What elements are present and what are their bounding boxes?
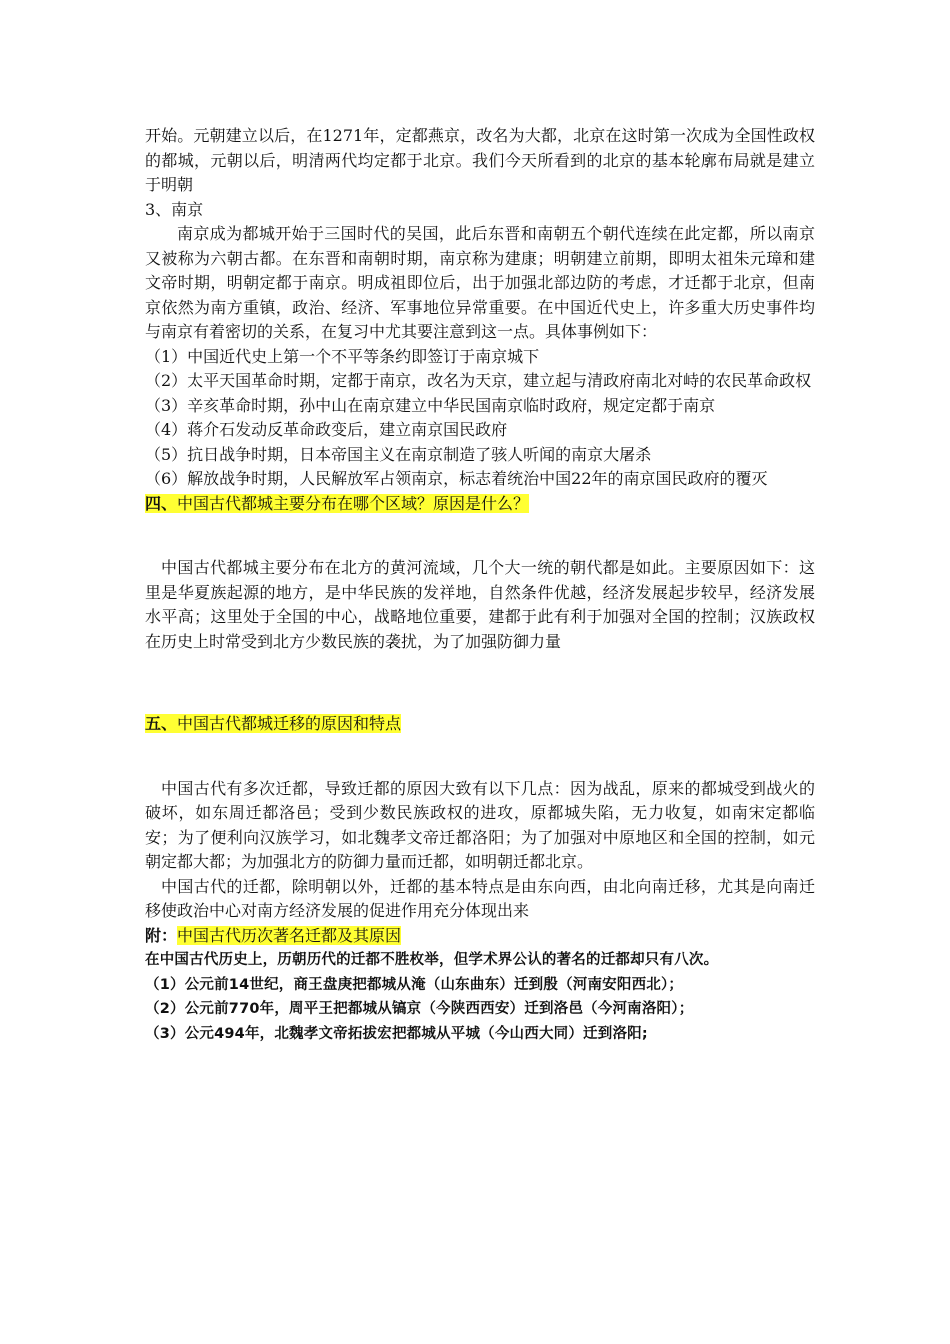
- spacer: [145, 516, 815, 556]
- document-page: [145, 124, 815, 1046]
- attachment-item: （3）公元494年，北魏孝文帝拓拔宏把都城从平城（今山西大同）迁到洛阳;: [145, 1025, 648, 1042]
- list-item: （2）太平天国革命时期，定都于南京，改名为天京，建立起与清政府南北对峙的农民革命政权: [145, 371, 812, 390]
- section-5-paragraph-1: 中国古代有多次迁都，导致迁都的原因大致有以下几点：因为战乱，原来的都城受到战火的破坏，如东周迁都洛邑；受到少数民族政权的进攻，原都城失陷，无力收复，如南宋定都临安；为了便利向汉族学习，如北魏孝文帝迁都洛阳；为了加强对中原地区和全国的控制，如元朝定都大都；为加强北方的防御力量而迁都，如明朝迁都北京。: [145, 778, 815, 871]
- attachment-label: 附：: [145, 925, 178, 945]
- attachment-title: 中国古代历次著名迁都及其原因: [177, 925, 402, 945]
- list-item: （5）抗日战争时期，日本帝国主义在南京制造了骇人听闻的南京大屠杀: [145, 444, 652, 464]
- list-item: （1）中国近代史上第一个不平等条约即签订于南京城下: [145, 346, 540, 366]
- intro-paragraph: 开始。元朝建立以后，在1271年，定都燕京，改名为大都，北京在这时第一次成为全国性政权的都城，元朝以后，明清两代均定都于北京。我们今天所看到的北京的基本轮廓布局就是建立于明朝: [145, 126, 815, 194]
- section-5-paragraph-2: 中国古代的迁都，除明朝以外，迁都的基本特点是由东向西，由北向南迁移，尤其是向南迁移使政治中心对南方经济发展的促进作用充分体现出来: [145, 876, 815, 920]
- attachment-item: （1）公元前14世纪，商王盘庚把都城从淹（山东曲东）迁到殷（河南安阳西北）；: [145, 976, 684, 993]
- section-4-number: 四、: [145, 493, 178, 513]
- section-3-title: 3、南京: [145, 199, 204, 219]
- section-5-number: 五、: [145, 714, 178, 733]
- section-4-paragraph: 中国古代都城主要分布在北方的黄河流域，几个大一统的朝代都是如此。主要原因如下：这里是华夏族起源的地方，是中华民族的发祥地，自然条件优越，经济发展起步较早，经济发展水平高；这里处于全国的中心，战略地位重要，建都于此有利于加强对全国的控制；汉族政权在历史上时常受到北方少数民族的袭扰，为了加强防御力量: [145, 558, 815, 651]
- attachment-heading: [145, 924, 815, 949]
- list-item: （3）辛亥革命时期，孙中山在南京建立中华民国南京临时政府，规定定都于南京: [145, 395, 716, 415]
- list-item: （6）解放战争时期，人民解放军占领南京，标志着统治中国22年的南京国民政府的覆灭: [145, 469, 768, 488]
- section-5-title: 中国古代都城迁移的原因和特点: [177, 714, 402, 733]
- section-4-title: 中国古代都城主要分布在哪个区域？原因是什么？: [177, 493, 530, 513]
- section-3-paragraph: 南京成为都城开始于三国时代的吴国，此后东晋和南朝五个朝代连续在此定都，所以南京又被称为六朝古都。在东晋和南朝时期，南京称为建康；明朝建立前期，即明太祖朱元璋和建文帝时期，明朝定都于南京。明成祖即位后，出于加强北部边防的考虑，才迁都于北京，但南京依然为南方重镇，政治、经济、军事地位异常重要。在中国近代史上，许多重大历史事件均与南京有着密切的关系，在复习中尤其要注意到这一点。具体事例如下：: [145, 224, 815, 341]
- attachment-intro: 在中国古代历史上，历朝历代的迁都不胜枚举，但学术界公认的著名的迁都却只有八次。: [145, 952, 719, 968]
- section-4-heading: [145, 492, 815, 517]
- list-item: （4）蒋介石发动反革命政变后，建立南京国民政府: [145, 420, 508, 439]
- section-5-heading: [145, 712, 815, 737]
- attachment-item: （2）公元前770年，周平王把都城从镐京（今陕西西安）迁到洛邑（今河南洛阳）；: [145, 1001, 694, 1017]
- spacer: [145, 737, 815, 777]
- spacer: [145, 654, 815, 712]
